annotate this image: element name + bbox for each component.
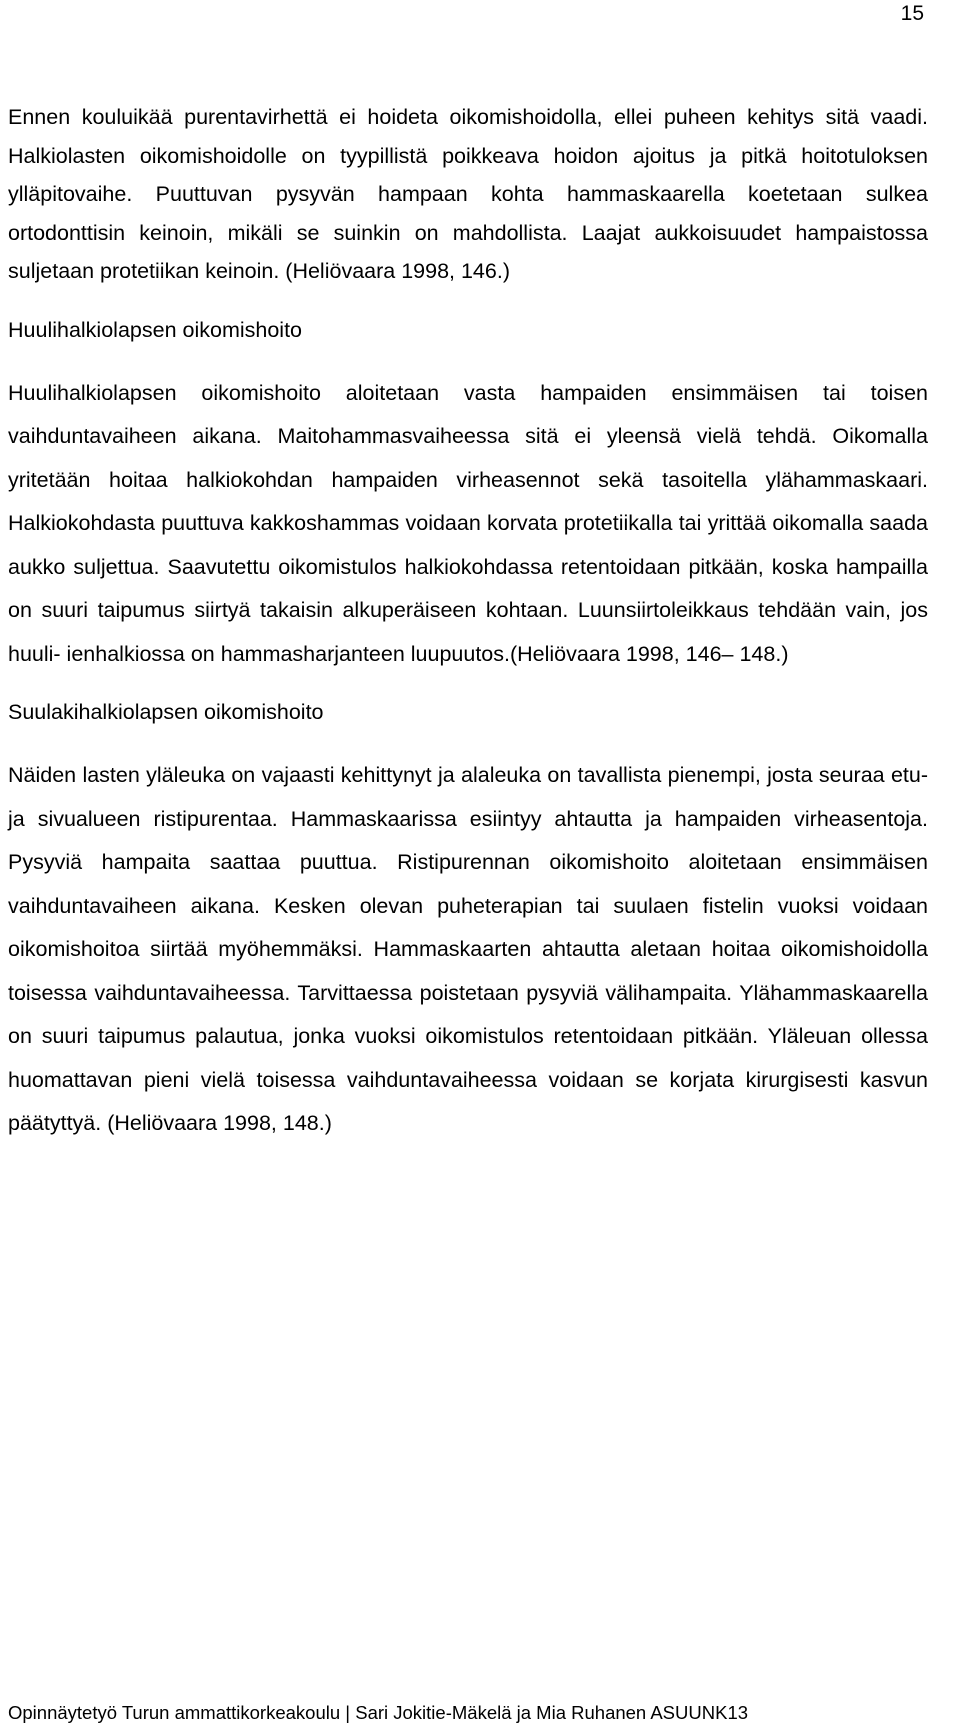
cleft-palate-heading: Suulakihalkiolapsen oikomishoito — [8, 700, 324, 724]
cleft-palate-paragraph: Näiden lasten yläleuka on vajaasti kehittynyt ja alaleuka on tavallista pienempi, josta seuraa etu- ja sivualueen ristipurentaa. Hammaskaarissa esiintyy ahtautta ja hampaiden virheasentoja. Pysyviä hampaita saattaa puuttua. Ristipurennan oikomishoito aloitetaan ensimmäisen vaihduntavaiheen aikana. Kesken olevan puheterapian tai suulaen fistelin vuoksi voidaan oikomishoitoa siirtää myöhemmäksi. Hammaskaarten ahtautta aletaan hoitaa oikomishoidolla toisessa vaihduntavaiheessa. Tarvittaessa poistetaan pysyviä välihampaita. Ylähammaskaarella on suuri taipumus palautua, jonka vuoksi oikomistulos retentoidaan pitkään. Yläleuan ollessa huomattavan pieni vielä toisessa vaihduntavaiheessa voidaan se korjata kirurgisesti kasvun päätyttyä. (Heliövaara 1998, 148.) — [8, 763, 928, 1135]
cleft-lip-heading: Huulihalkiolapsen oikomishoito — [8, 317, 302, 342]
page-number: 15 — [900, 2, 924, 25]
intro-paragraph: Ennen kouluikää purentavirhettä ei hoideta oikomishoidolla, ellei puheen kehitys sitä vaadi. Halkiolasten oikomishoidolle on tyypillistä poikkeava hoidon ajoitus ja pitkä hoitotuloksen ylläpitovaihe. Puuttuvan pysyvän hampaan kohta hammaskaarella koetetaan sulkea ortodonttisin keinoin, mikäli se suinkin on mahdollista. Laajat aukkoisuudet hampaistossa suljetaan protetiikan keinoin. (Heliövaara 1998, 146.) — [8, 105, 928, 283]
document-body — [8, 98, 928, 1146]
page-footer: Opinnäytetyö Turun ammattikorkeakoulu | Sari Jokitie-Mäkelä ja Mia Ruhanen ASUUNK13 — [8, 1702, 749, 1723]
cleft-lip-paragraph: Huulihalkiolapsen oikomishoito aloitetaan vasta hampaiden ensimmäisen tai toisen vaihduntavaiheen aikana. Maitohammasvaiheessa sitä ei yleensä vielä tehdä. Oikomalla yritetään hoitaa halkiokohdan hampaiden virheasennot sekä tasoitella ylähammaskaari. Halkiokohdasta puuttuva kakkoshammas voidaan korvata protetiikalla tai yrittää oikomalla saada aukko suljettua. Saavutettu oikomistulos halkiokohdassa retentoidaan pitkään, koska hampailla on suuri taipumus siirtyä takaisin alkuperäiseen kohtaan. Luunsiirtoleikkaus tehdään vain, jos huuli- ienhalkiossa on hammasharjanteen luupuutos.(Heliövaara 1998, 146– 148.) — [8, 380, 928, 666]
